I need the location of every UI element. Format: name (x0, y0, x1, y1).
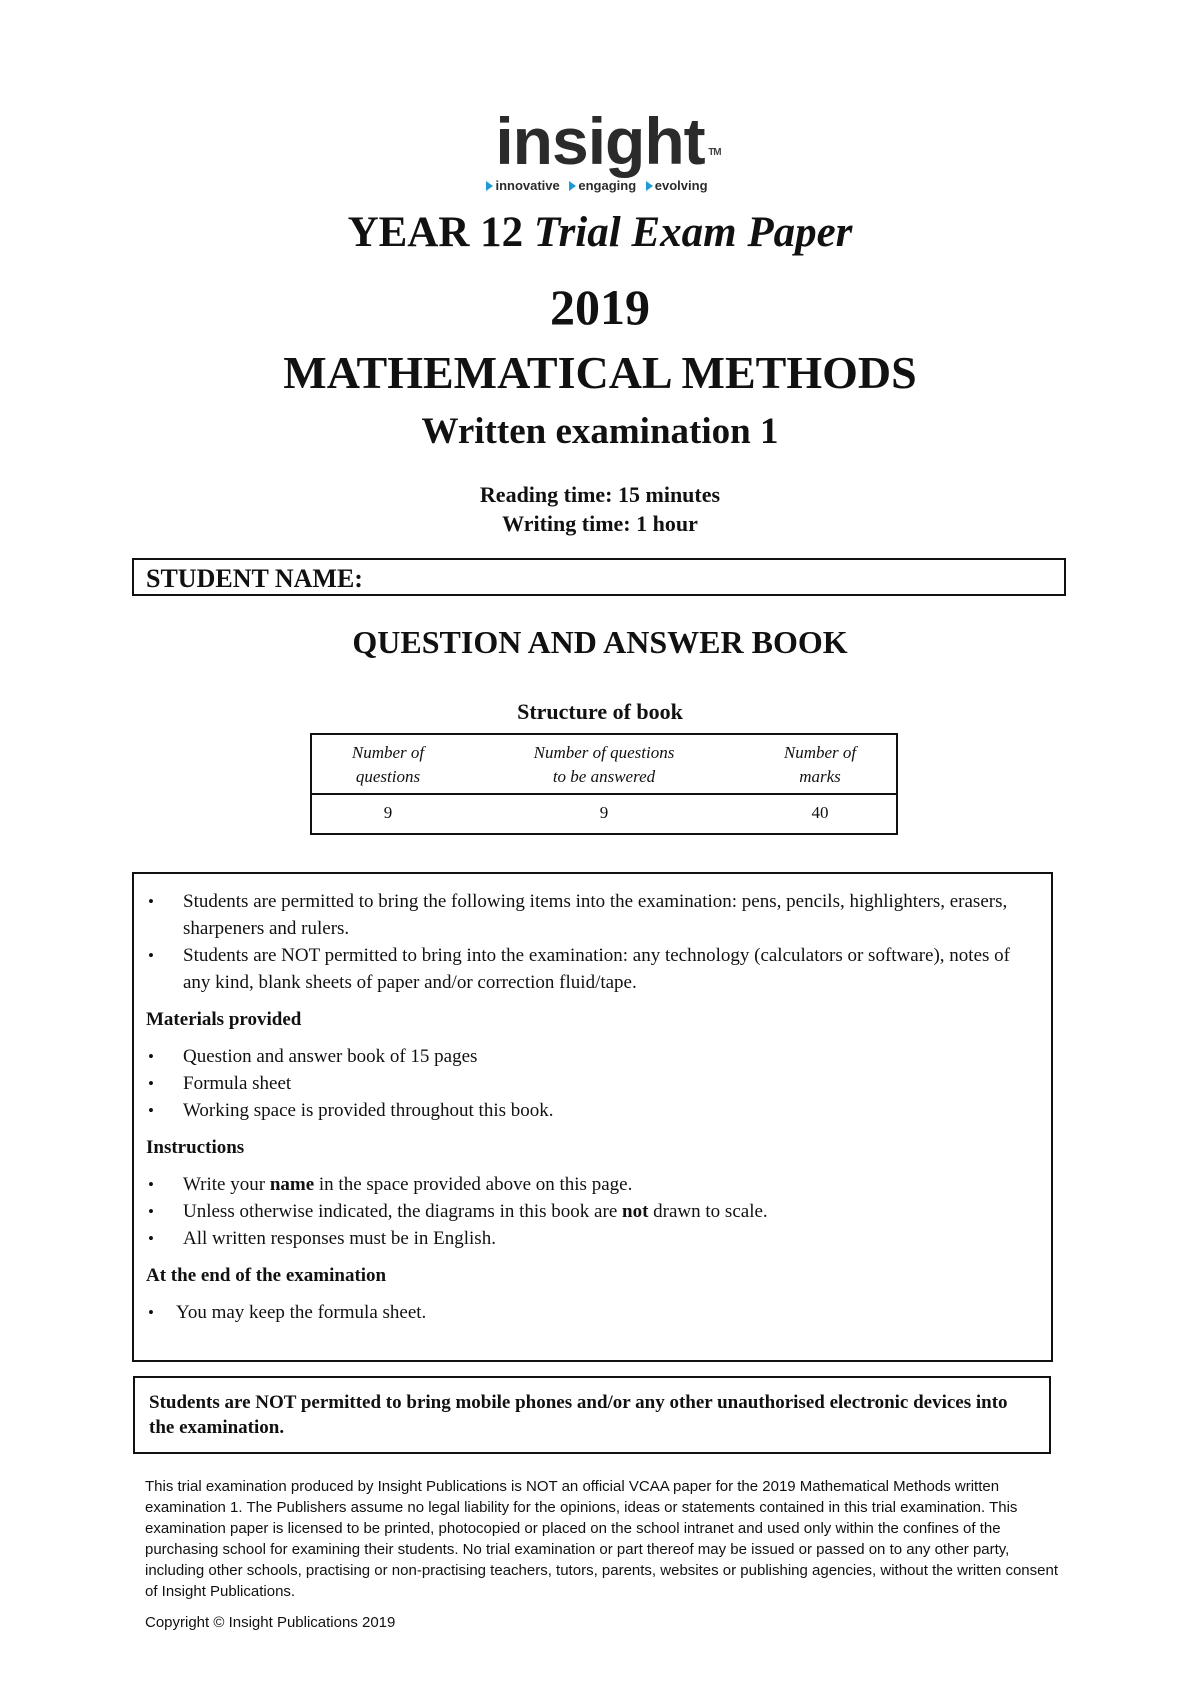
end-heading: At the end of the examination (146, 1265, 387, 1286)
list-item: • You may keep the formula sheet. (146, 1299, 1037, 1326)
instr-bold: not (622, 1201, 649, 1222)
list-item (146, 1198, 1037, 1225)
col-header-line: marks (799, 767, 841, 786)
instr-text: in the space provided above on this page. (314, 1174, 633, 1195)
col-header-line: questions (355, 767, 421, 786)
list-item: • All written responses must be in English. (146, 1225, 1037, 1252)
tagline-evolving: evolving (654, 178, 708, 193)
list-item: • Working space is provided throughout this book. (146, 1097, 1037, 1124)
materials-list (146, 1043, 1037, 1124)
materials-heading: Materials provided (146, 1009, 302, 1030)
cell-answered: 9 (599, 803, 609, 822)
cell-marks: 40 (811, 803, 829, 822)
paper-title (0, 208, 1200, 257)
col-header-line: to be answered (552, 767, 656, 786)
logo-tm: TM (708, 147, 721, 158)
exam-times (0, 480, 1200, 538)
triangle-icon (646, 181, 653, 191)
end-list (146, 1299, 1037, 1326)
logo-wordmark (495, 104, 721, 178)
instructions-heading: Instructions (146, 1137, 245, 1158)
disclaimer-text: This trial examination produced by Insight Publications is NOT an official VCAA paper for the 2019 Mathematical Methods written examination 1. The Publishers assume no legal liability for the opinions, ideas or statements contained in this trial examination. This examination paper is licensed to be printed, photocopied or placed on the school intranet and used only within the confines of the purchasing school for examining their students. No trial examination or part thereof may be issued or passed on to any other party, including other schools, practising or non-practising teachers, tutors, parents, websites or publishing agencies, without the written consent of Insight Publications. (145, 1478, 1058, 1600)
instr-text: Write your (183, 1174, 270, 1195)
table-header-row (311, 734, 897, 794)
list-item: • Question and answer book of 15 pages (146, 1043, 1037, 1070)
exam-title: Written examination 1 (421, 411, 779, 452)
list-item (146, 1171, 1037, 1198)
title-year-level: YEAR 12 (347, 209, 534, 256)
student-name-label: STUDENT NAME: (146, 564, 363, 593)
instructions-list (146, 1171, 1037, 1252)
triangle-icon (486, 181, 493, 191)
tagline-innovative: innovative (495, 178, 560, 193)
structure-title: Structure of book (517, 699, 683, 724)
list-item: • Formula sheet (146, 1070, 1037, 1097)
instr-text: drawn to scale. (648, 1201, 768, 1222)
tagline-engaging: engaging (578, 178, 637, 193)
list-item: • Students are permitted to bring the following items into the examination: pens, pencils, highlighters, erasers, sharpeners and rulers. (146, 888, 1037, 942)
student-name-field[interactable] (132, 558, 1066, 596)
instr-text: Unless otherwise indicated, the diagrams in this book are (183, 1201, 623, 1222)
reading-time: Reading time: 15 minutes (479, 482, 721, 507)
exam-year: 2019 (550, 279, 650, 335)
structure-table (310, 733, 898, 835)
col-header-line: Number of (351, 743, 425, 762)
copyright-text: Copyright © Insight Publications 2019 (145, 1614, 396, 1631)
permitted-list (146, 888, 1037, 996)
col-header-line: Number of questions (533, 743, 675, 762)
cell-questions: 9 (383, 803, 393, 822)
writing-time: Writing time: 1 hour (502, 511, 698, 536)
col-questions-to-answer (464, 734, 744, 794)
list-item: • Students are NOT permitted to bring into the examination: any technology (calculators or software), notes of any kind, blank sheets of paper and/or correction fluid/tape. (146, 942, 1037, 996)
insight-logo (0, 104, 1200, 193)
logo-tagline (0, 178, 1200, 193)
col-number-of-questions (311, 734, 464, 794)
title-trial-exam: Trial Exam Paper (533, 209, 853, 256)
book-title: QUESTION AND ANSWER BOOK (352, 624, 848, 660)
instructions-box (132, 872, 1053, 1362)
mobile-phone-warning: Students are NOT permitted to bring mobile phones and/or any other unauthorised electronic devices into the examination. (133, 1376, 1051, 1454)
table-row (311, 794, 897, 834)
instr-bold: name (269, 1174, 315, 1195)
triangle-icon (569, 181, 576, 191)
col-number-of-marks (744, 734, 897, 794)
logo-word: insight (495, 104, 705, 178)
subject-title: MATHEMATICAL METHODS (283, 347, 917, 398)
col-header-line: Number of (783, 743, 857, 762)
